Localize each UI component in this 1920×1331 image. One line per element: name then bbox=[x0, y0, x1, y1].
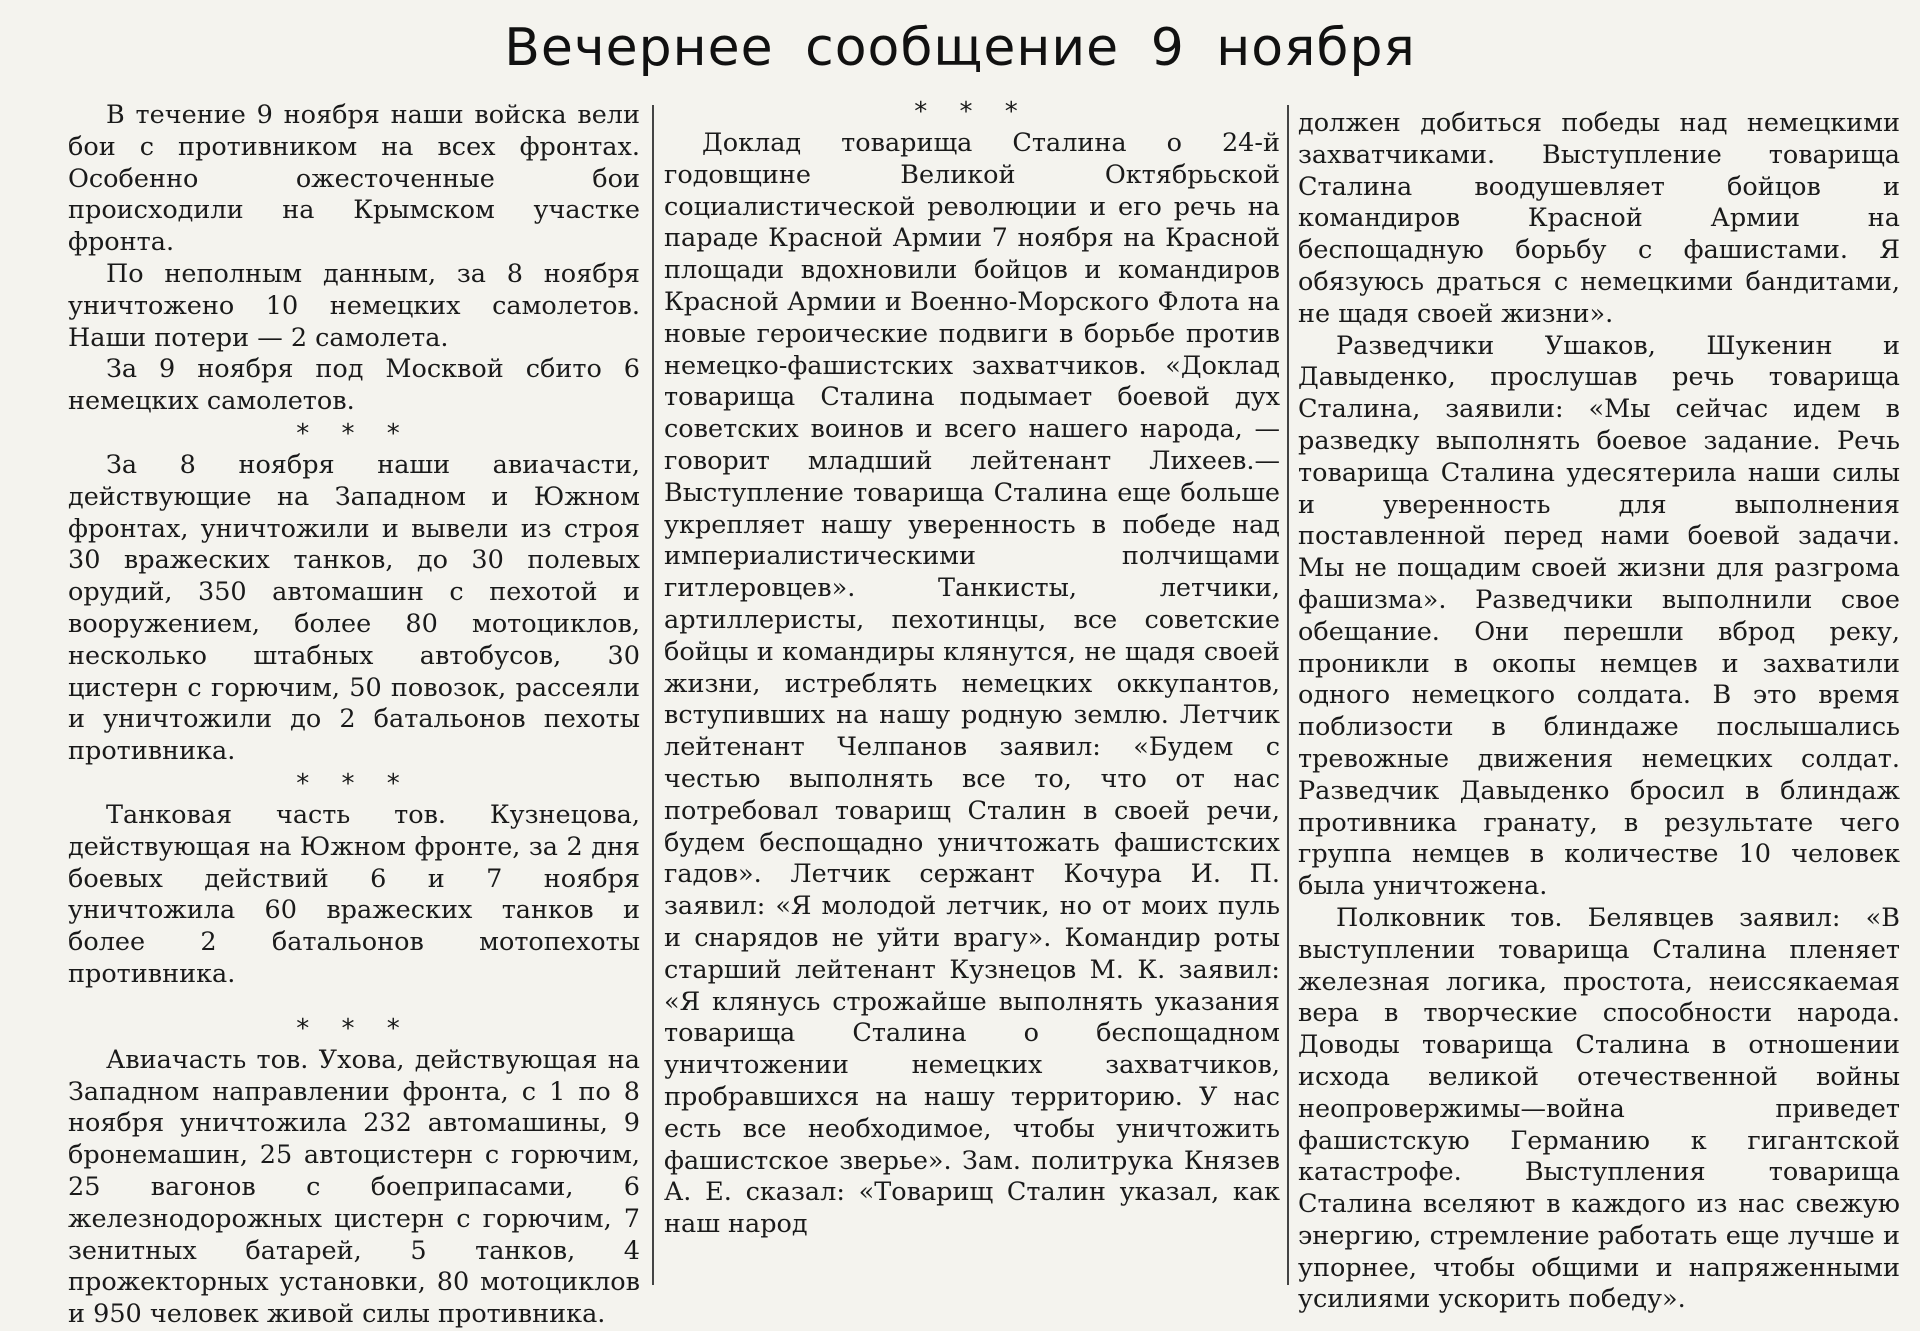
column-1 bbox=[68, 100, 640, 1331]
section-separator: * * * bbox=[914, 97, 1030, 127]
paragraph: Полковник тов. Белявцев заявил: «В выступлении товарища Сталина пленяет железная логика, простота, неиссякаемая вера в творческие способности народа. Доводы товарища Сталина в отношении исхода великой отечественной войны неопровержимы—война приведет фашистскую Германию к гигантской катастрофе. Выступления товарища Сталина вселяют в каждого из нас свежую энергию, стремление работать еще лучше и упорнее, чтобы общими и напряженными усилиями ускорить победу». bbox=[1298, 902, 1900, 1315]
paragraph: За 8 ноября наши авиачасти, действующие на Западном и Южном фронтах, уничтожили и вывели из строя 30 вражеских танков, до 30 полевых орудий, 350 автомашин с пехотой и вооружением, более 80 мотоциклов, несколько штабных автобусов, 30 цистерн с горючим, 50 повозок, рассеяли и уничтожили до 2 батальонов пехоты противника. bbox=[68, 449, 640, 767]
column-3 bbox=[1298, 108, 1900, 1316]
paragraph: Разведчики Ушаков, Шукенин и Давыденко, прослушав речь товарища Сталина, заявили: «Мы сейчас идем в разведку выполнять боевое задание. Речь товарища Сталина удесятерила наши силы и уверенность для выполнения поставленной перед нами боевой задачи. Мы не пощадим своей жизни для разгрома фашизма». Разведчики выполнили свое обещание. Они перешли вброд реку, проникли в окопы немцев и захватили одного немецкого солдата. В это время поблизости в блиндаже послышались тревожные движения немецких солдат. Разведчик Давыденко бросил в блиндаж противника гранату, в результате чего группа немцев в количестве 10 человек была уничтожена. bbox=[1298, 330, 1900, 902]
column-divider bbox=[652, 105, 654, 1285]
section-separator: * * * bbox=[296, 1013, 412, 1044]
paragraph: Авиачасть тов. Ухова, действующая на Западном направлении фронта, с 1 по 8 ноября уничтожила 232 автомашины, 9 бронемашин, 25 автоцистерн с горючим, 25 вагонов с боеприпасами, 6 железнодорожных цистерн с горючим, 7 зенитных батарей, 5 танков, 4 прожекторных установки, 80 мотоциклов и 950 человек живой силы противника. bbox=[68, 1044, 640, 1330]
paragraph: Танковая часть тов. Кузнецова, действующая на Южном фронте, за 2 дня боевых действий 6 и 7 ноября уничтожила 60 вражеских танков и более 2 батальонов мотопехоты противника. bbox=[68, 799, 640, 989]
page-title: Вечернее сообщение 9 ноября bbox=[504, 18, 1416, 78]
paragraph: За 9 ноября под Москвой сбито 6 немецких самолетов. bbox=[68, 354, 640, 417]
column-divider bbox=[1287, 105, 1289, 1285]
paragraph: Доклад товарища Сталина о 24-й годовщине Великой Октябрьской социалистической революции и его речь на параде Красной Армии 7 ноября на Красной площади вдохновили бойцов и командиров Красной Армии и Военно-Морского Флота на новые героические подвиги в борьбе против немецко-фашистских захватчиков. «Доклад товарища Сталина подымает боевой дух советских воинов и всего нашего народа, — говорит младший лейтенант Лихеев.— Выступление товарища Сталина еще больше укрепляет нашу уверенность в победе над империалистическими полчищами гитлеровцев». Танкисты, летчики, артиллеристы, пехотинцы, все советские бойцы и командиры клянутся, не щадя своей жизни, истреблять немецких оккупантов, вступивших на нашу родную землю. Летчик лейтенант Челпанов заявил: «Будем с честью выполнять все то, что от нас потребовал товарищ Сталин в своей речи, будем беспощадно уничтожать фашистских гадов». Летчик сержант Кочура И. П. заявил: «Я молодой летчик, но от моих пуль и снарядов не уйти врагу». Командир роты старший лейтенант Кузнецов М. К. заявил: «Я клянусь строжайше выполнять указания товарища Сталина о беспощадном уничтожении немецких захватчиков, пробравшихся на нашу территорию. У нас есть все необходимое, чтобы уничтожить фашистское зверье». Зам. политрука Князев А. Е. сказал: «Товарищ Сталин указал, как наш народ bbox=[664, 128, 1280, 1240]
section-separator: * * * bbox=[296, 768, 412, 799]
paragraph: В течение 9 ноября наши войска вели бои с противником на всех фронтах. Особенно ожесточенные бои происходили на Крымском участке фронта. bbox=[68, 100, 640, 258]
paragraph: должен добиться победы над немецкими захватчиками. Выступление товарища Сталина воодушевляет бойцов и командиров Красной Армии на беспощадную борьбу с фашистами. Я обязуюсь драться с немецкими бандитами, не щадя своей жизни». bbox=[1298, 108, 1900, 329]
column-2 bbox=[664, 96, 1280, 1241]
section-separator: * * * bbox=[296, 418, 412, 449]
paragraph: По неполным данным, за 8 ноября уничтожено 10 немецких самолетов. Наши потери — 2 самолета. bbox=[68, 258, 640, 353]
